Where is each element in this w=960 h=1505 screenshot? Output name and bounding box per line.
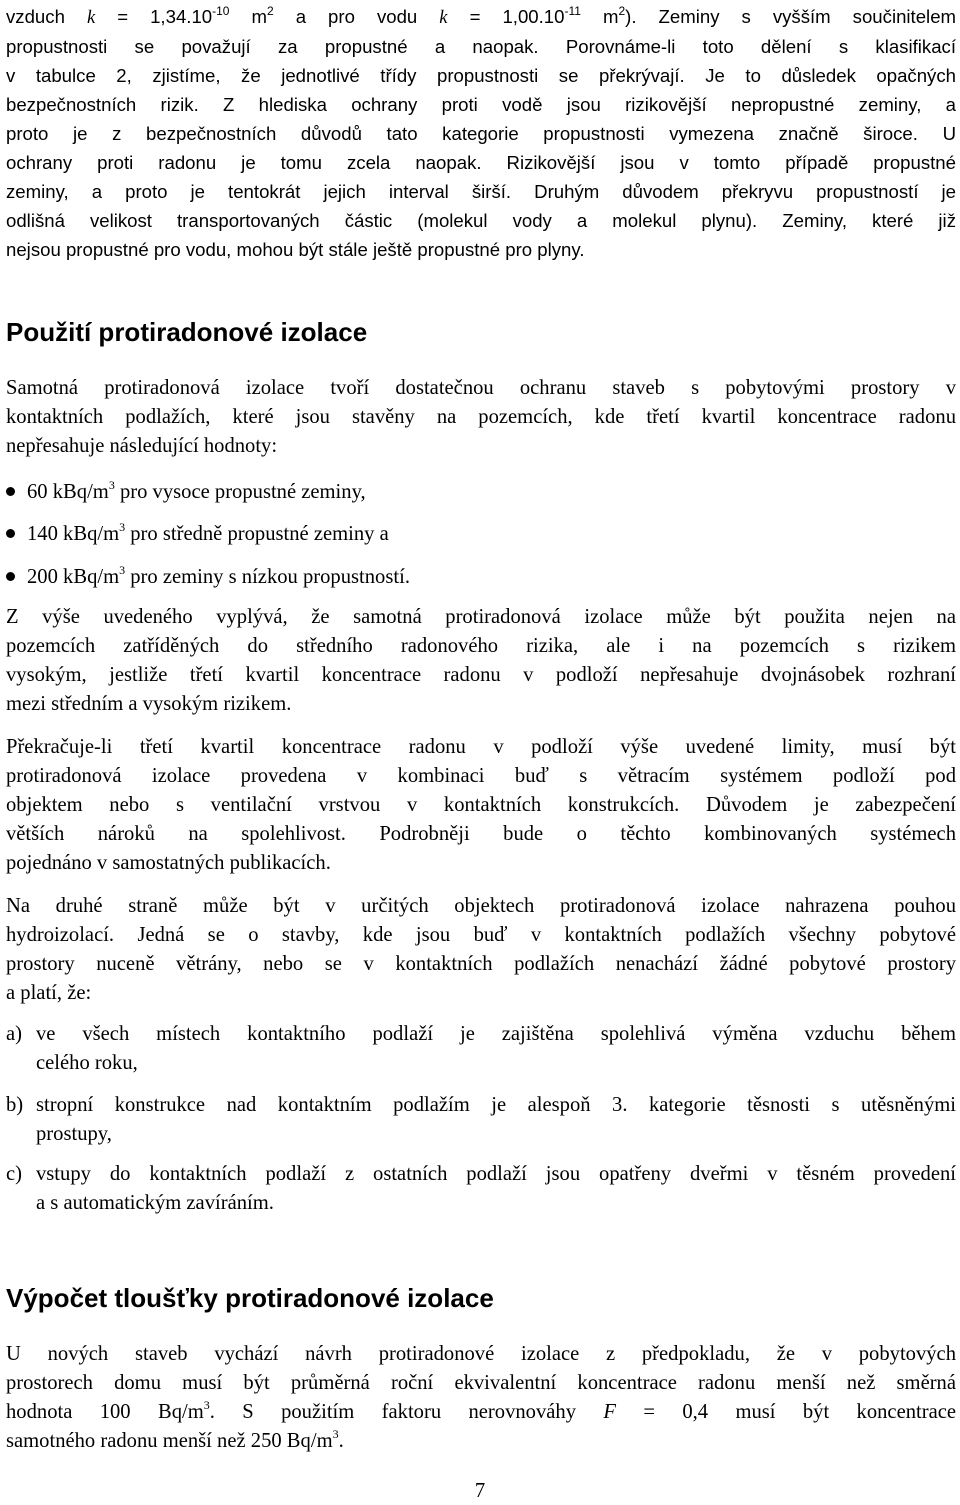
text-line: vstupy do kontaktních podlaží z ostatních podlaží jsou opatřeny dveřmi v těsném provedení bbox=[36, 1163, 956, 1185]
intro-line-7: zeminy, a proto je tentokrát jejich interval širší. Druhým důvodem překryvu propustností je bbox=[6, 181, 956, 202]
section-heading-thickness: Výpočet tloušťky protiradonové izolace bbox=[6, 1283, 494, 1313]
text-line: a s automatickým zavíráním. bbox=[36, 1192, 274, 1214]
list-item bbox=[6, 1091, 956, 1149]
text-line: ve všech místech kontaktního podlaží je zajištěna spolehlivá výměna vzduchu během bbox=[36, 1023, 956, 1045]
text-line: prostorech domu musí být průměrná roční ekvivalentní koncentrace radonu menší než směrná bbox=[6, 1372, 956, 1394]
intro-line-6: ochrany proti radonu je tomu zcela naopak. Rizikovější jsou v tomto případě propustné bbox=[6, 152, 956, 173]
bullet-item: 60 kBq/$m^3$ pro vysoce propustné zeminy, bbox=[6, 478, 366, 506]
text-line: kontaktních podlažích, které jsou stavěny na pozemcích, kde třetí kvartil koncentrace radonu bbox=[6, 406, 956, 428]
text-line: celého roku, bbox=[36, 1052, 138, 1074]
list-item bbox=[6, 1160, 956, 1218]
bullet-dot-icon bbox=[6, 487, 15, 496]
text-line: objektem nebo s ventilační vrstvou v kontaktních konstrukcích. Důvodem je zabezpečení bbox=[6, 794, 956, 816]
list-marker: c) bbox=[6, 1163, 22, 1185]
list-item bbox=[6, 1020, 956, 1078]
text-line: samotného radonu menší než 250 $Bq/m^3$. bbox=[6, 1427, 344, 1452]
bullet-dot-icon bbox=[6, 572, 15, 581]
paragraph-use-2 bbox=[6, 603, 956, 719]
paragraph-use-3 bbox=[6, 733, 956, 878]
list-marker: b) bbox=[6, 1094, 24, 1116]
intro-line-9: nejsou propustné pro vodu, mohou být stále ještě propustné pro plyny. bbox=[6, 239, 585, 260]
bullet-item: 140 kBq/$m^3$ pro středně propustné zeminy a bbox=[6, 520, 389, 548]
text-line: a platí, že: bbox=[6, 982, 92, 1004]
list-marker: a) bbox=[6, 1023, 22, 1045]
intro-line-3: v tabulce 2, zjistíme, že jednotlivé třídy propustnosti se překrývají. Je to důsledek opačných bbox=[6, 65, 956, 86]
page-number: 7 bbox=[474, 1480, 486, 1502]
intro-line-2: propustnosti se považují za propustné a naopak. Porovnáme-li toto dělení s klasifikací bbox=[6, 36, 956, 57]
paragraph-use-1 bbox=[6, 374, 956, 461]
text-line: větších nároků na spolehlivost. Podrobněji bude o těchto kombinovaných systémech bbox=[6, 823, 956, 845]
intro-line-4: bezpečnostních rizik. Z hlediska ochrany proti vodě jsou rizikovější nepropustné zeminy, a bbox=[6, 94, 956, 115]
paragraph-thickness bbox=[6, 1340, 956, 1456]
bullet-item: 200 kBq/$m^3$ pro zeminy s nízkou propustností. bbox=[6, 563, 410, 591]
intro-line-5: proto je z bezpečnostních důvodů tato kategorie propustnosti vymezena značně široce. U bbox=[6, 123, 956, 144]
text-line: hodnota 100 $Bq/m^3$. S použitím faktoru nerovnováhy F = 0,4 musí být koncentrace bbox=[6, 1398, 957, 1423]
bullet-dot-icon bbox=[6, 529, 15, 538]
section-heading-use: Použití protiradonové izolace bbox=[6, 317, 368, 347]
text-line: nepřesahuje následující hodnoty: bbox=[6, 435, 278, 457]
text-line: U nových staveb vychází návrh protiradonové izolace z předpokladu, že v pobytových bbox=[6, 1343, 956, 1365]
text-line: hydroizolací. Jedná se o stavby, kde jsou buď v kontaktních podlažích všechny pobytové bbox=[6, 924, 956, 946]
text-line: Z výše uvedeného vyplývá, že samotná protiradonová izolace může být použita nejen na bbox=[6, 606, 956, 628]
text-line: prostory nuceně větrány, nebo se v kontaktních podlažích nenachází žádné pobytové prostory bbox=[6, 953, 956, 975]
intro-line-8: odlišná velikost transportovaných částic (molekul vody a molekul plynu). Zeminy, které již bbox=[6, 210, 956, 231]
paragraph-use-4 bbox=[6, 892, 956, 1008]
text-line: Samotná protiradonová izolace tvoří dostatečnou ochranu staveb s pobytovými prostory v bbox=[6, 377, 956, 399]
text-line: Na druhé straně může být v určitých objektech protiradonová izolace nahrazena pouhou bbox=[6, 895, 956, 917]
text-line: protiradonová izolace provedena v kombinaci buď s větracím systémem podloží pod bbox=[6, 765, 956, 787]
text-line: Překračuje-li třetí kvartil koncentrace radonu v podloží výše uvedené limity, musí být bbox=[6, 736, 956, 758]
intro-paragraph bbox=[6, 2, 956, 264]
text-line: vysokým, jestliže třetí kvartil koncentrace radonu v podloží nepřesahuje dvojnásobek rozhraní bbox=[6, 664, 956, 686]
text-line: pojednáno v samostatných publikacích. bbox=[6, 852, 331, 874]
text-line: prostupy, bbox=[36, 1123, 112, 1145]
intro-line-1: vzduch $k = 1,34.10^{-10}$ $m^2$ a pro vodu $k = 1,00.10^{-11}$ $m^2$). Zeminy s vyšším součinitelem bbox=[6, 3, 957, 28]
text-line: mezi středním a vysokým rizikem. bbox=[6, 693, 292, 715]
text-line: stropní konstrukce nad kontaktním podlažím je alespoň 3. kategorie těsnosti s utěsněnými bbox=[36, 1094, 956, 1116]
text-line: pozemcích zatříděných do středního radonového rizika, ale i na pozemcích s rizikem bbox=[6, 635, 956, 657]
